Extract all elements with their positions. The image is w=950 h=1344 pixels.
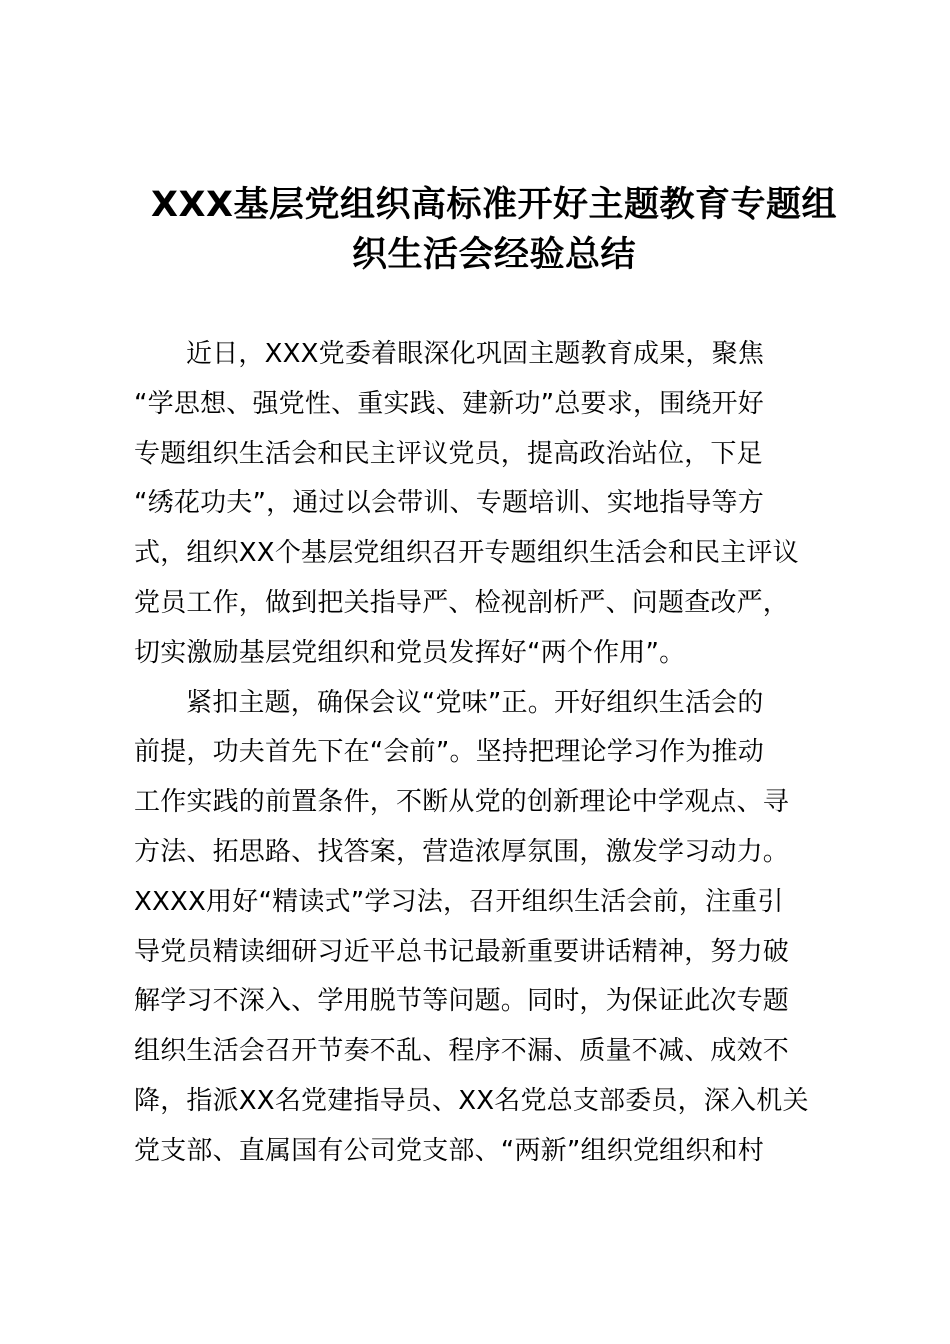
paragraph-line: “学思想、强党性、重实践、建新功”总要求，围绕开好 xyxy=(134,388,764,419)
paragraph-line: 方法、拓思路、找答案，营造浓厚氛围，激发学习动力。 xyxy=(134,836,790,867)
paragraph-line: 切实激励基层党组织和党员发挥好“两个作用”。 xyxy=(134,637,686,668)
title-line: 织生活会经验总结 xyxy=(351,235,636,275)
paragraph-line: 工作实践的前置条件，不断从党的创新理论中学观点、寻 xyxy=(134,787,790,818)
paragraph-line: 专题组织生活会和民主评议党员，提高政治站位，下足 xyxy=(134,438,763,469)
title-line: XXX基层党组织高标准开好主题教育专题组 xyxy=(151,185,837,225)
paragraph-line: 近日，XXX党委着眼深化巩固主题教育成果，聚焦 xyxy=(186,339,765,369)
paragraph-line: “绣花功夫”，通过以会带训、专题培训、实地指导等方 xyxy=(134,488,764,519)
document-body xyxy=(134,330,854,1177)
paragraph-line: 紧扣主题，确保会议“党味”正。开好组织生活会的 xyxy=(186,687,764,718)
document-title xyxy=(134,180,854,280)
paragraph-line: 降，指派XX名党建指导员、XX名党总支部委员，深入机关 xyxy=(134,1085,809,1116)
paragraph-line: 组织生活会召开节奏不乱、程序不漏、质量不减、成效不 xyxy=(134,1036,790,1067)
paragraph-line: XXXX用好“精读式”学习法，召开组织生活会前，注重引 xyxy=(134,886,784,917)
paragraph-line: 党支部、直属国有公司党支部、“两新”组织党组织和村 xyxy=(134,1135,764,1166)
paragraph-line: 前提，功夫首先下在“会前”。坚持把理论学习作为推动 xyxy=(134,737,764,768)
paragraph-line: 导党员精读细研习近平总书记最新重要讲话精神，努力破 xyxy=(134,936,790,967)
paragraph-line: 党员工作，做到把关指导严、检视剖析严、问题查改严， xyxy=(134,587,790,618)
paragraph-line: 式，组织XX个基层党组织召开专题组织生活会和民主评议 xyxy=(134,538,799,569)
paragraph-line: 解学习不深入、学用脱节等问题。同时，为保证此次专题 xyxy=(134,986,790,1017)
